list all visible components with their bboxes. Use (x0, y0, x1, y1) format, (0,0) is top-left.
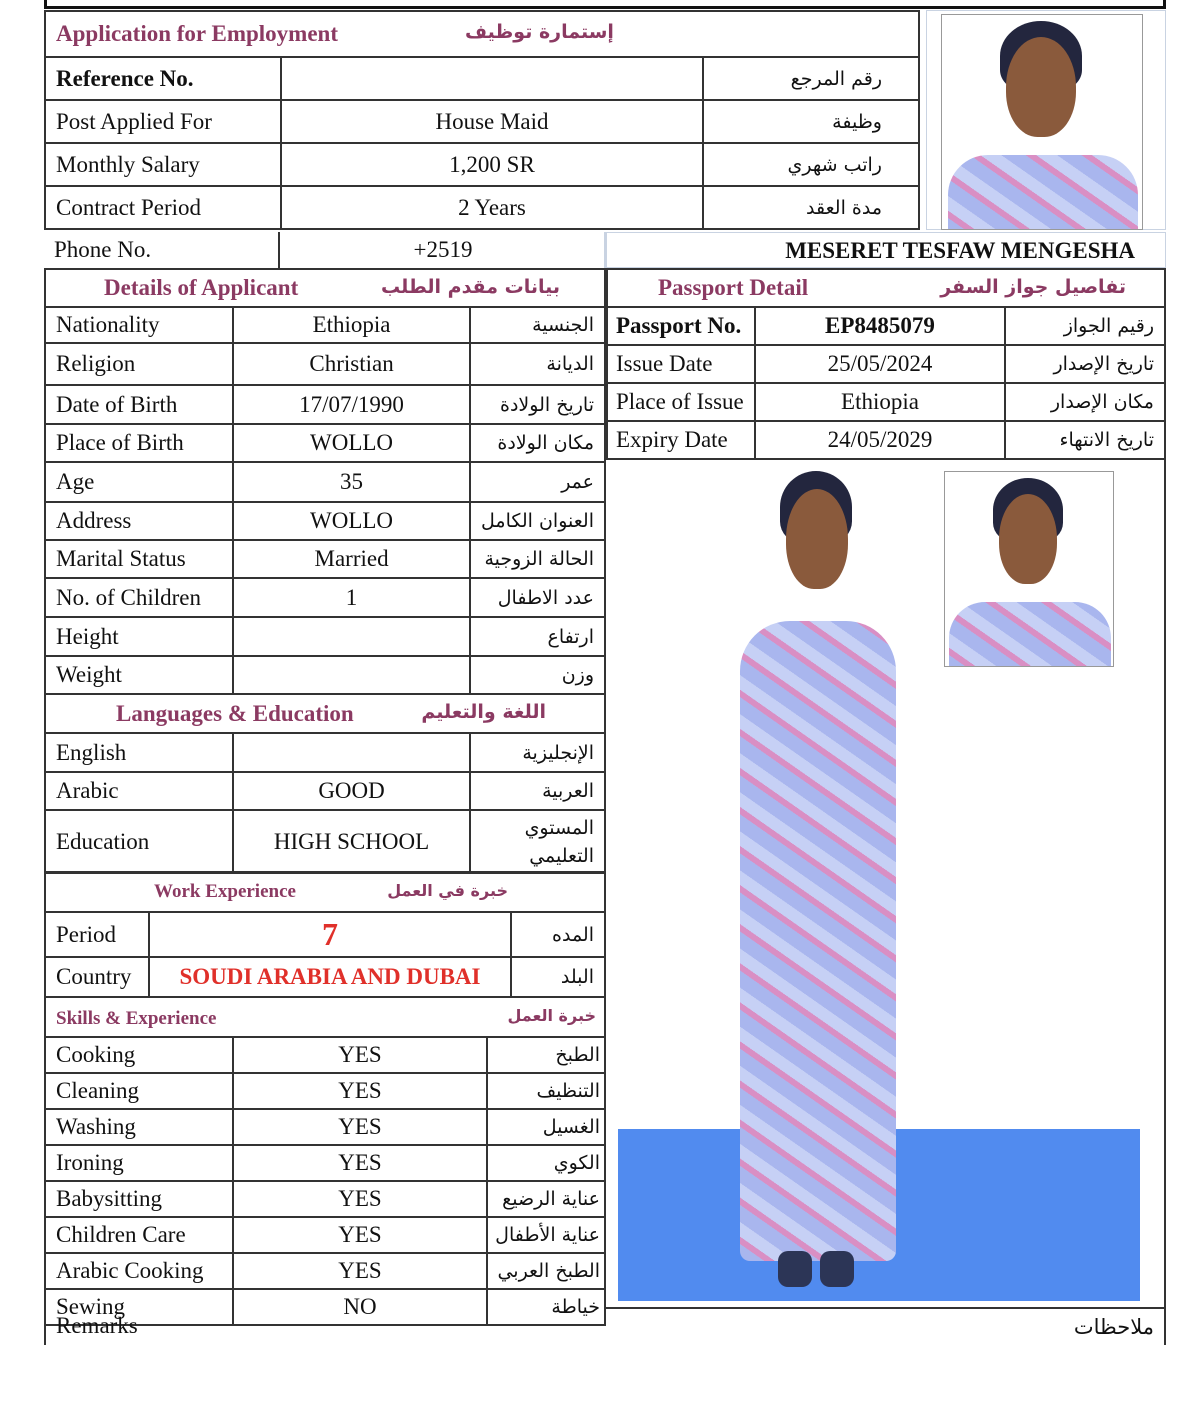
row-value: 1 (233, 578, 469, 617)
country-value: SOUDI ARABIA AND DUBAI (149, 957, 511, 997)
place-of-issue-label-ar: مكان الإصدار (1005, 383, 1165, 421)
skill-value: YES (233, 1217, 487, 1253)
row-label: Weight (45, 656, 233, 694)
skills-title-en: Skills & Experience (56, 1008, 217, 1029)
headshot-photo (941, 14, 1143, 230)
headshot-frame (926, 10, 1166, 230)
row-label-ar: الإنجليزية (470, 733, 605, 772)
period-label: Period (45, 912, 149, 957)
skills-title-ar: خبرة العمل (507, 1006, 596, 1025)
salary-label-ar: راتب شهري (703, 143, 919, 186)
place-of-issue-value: Ethiopia (755, 383, 1005, 421)
row-label-ar: العربية (470, 772, 605, 810)
table-row (45, 143, 919, 186)
table-row (45, 957, 605, 997)
table-row (45, 1037, 605, 1073)
skill-label-ar: عناية الأطفال (487, 1217, 605, 1253)
application-title-ar: إستمارة توظيف (465, 21, 614, 43)
contract-value: 2 Years (281, 186, 703, 229)
table-row (45, 617, 605, 656)
skill-label-ar: عناية الرضيع (487, 1181, 605, 1217)
skill-value: YES (233, 1181, 487, 1217)
skill-label-ar: خياطة (487, 1289, 605, 1325)
row-label-ar: عدد الاطفال (470, 578, 605, 617)
table-row (45, 656, 605, 694)
table-row (45, 1253, 605, 1289)
passport-no-value: EP8485079 (755, 307, 1005, 345)
row-label: No. of Children (45, 578, 233, 617)
period-value: 7 (149, 912, 511, 957)
expiry-date-label: Expiry Date (607, 421, 755, 459)
row-label: Date of Birth (45, 385, 233, 424)
place-of-issue-label: Place of Issue (607, 383, 755, 421)
skills-header (45, 997, 605, 1037)
row-label-ar: عمر (470, 462, 605, 502)
table-row (45, 1181, 605, 1217)
table-row (45, 385, 605, 424)
top-border (44, 0, 1166, 9)
passport-no-label-ar: رقيم الجواز (1005, 307, 1165, 345)
row-label-ar: الجنسية (470, 307, 605, 343)
languages-title-ar: اللغة والتعليم (421, 701, 546, 723)
applicant-name: MESERET TESFAW MENGESHA (606, 232, 1166, 268)
row-label: Religion (45, 343, 233, 385)
application-header-table (44, 10, 920, 230)
table-row (45, 462, 605, 502)
skill-value: YES (233, 1253, 487, 1289)
row-label-ar: العنوان الكامل (470, 502, 605, 540)
languages-header (45, 694, 605, 733)
languages-title-en: Languages & Education (116, 700, 354, 726)
skill-label-ar: الطبخ (487, 1037, 605, 1073)
application-title-cell (45, 11, 919, 57)
issue-date-label: Issue Date (607, 345, 755, 383)
phone-value: +2519 (413, 237, 473, 262)
remarks-row (44, 1309, 1166, 1345)
row-value: 17/07/1990 (233, 385, 469, 424)
skill-label: Cleaning (45, 1073, 233, 1109)
row-label-ar: المستوي التعليمي (470, 810, 605, 873)
skill-value: YES (233, 1145, 487, 1181)
passport-table (606, 268, 1166, 460)
row-value: HIGH SCHOOL (233, 810, 469, 873)
post-label-ar: وظيفة (703, 100, 919, 143)
row-label-ar: تاريخ الولادة (470, 385, 605, 424)
passport-header (607, 269, 1165, 307)
application-title-en: Application for Employment (56, 21, 338, 46)
issue-date-value: 25/05/2024 (755, 345, 1005, 383)
work-table (44, 871, 606, 1038)
skill-label: Babysitting (45, 1181, 233, 1217)
table-row (45, 57, 919, 100)
table-row (45, 424, 605, 462)
row-label-ar: الديانة (470, 343, 605, 385)
table-row (607, 421, 1165, 459)
row-value: Married (233, 540, 469, 578)
row-label: Address (45, 502, 233, 540)
details-title-en: Details of Applicant (104, 275, 299, 300)
skill-label-ar: الطبخ العربي (487, 1253, 605, 1289)
table-row (45, 100, 919, 143)
skill-label: Washing (45, 1109, 233, 1145)
full-body-photo (726, 471, 906, 1291)
work-title-en: Work Experience (154, 881, 296, 902)
table-row (45, 1217, 605, 1253)
table-row (607, 307, 1165, 345)
row-label: English (45, 733, 233, 772)
table-row (45, 540, 605, 578)
reference-label: Reference No. (45, 57, 281, 100)
table-row (45, 912, 605, 957)
skill-label: Arabic Cooking (45, 1253, 233, 1289)
contract-label: Contract Period (45, 186, 281, 229)
issue-date-label-ar: تاريخ الإصدار (1005, 345, 1165, 383)
row-label: Place of Birth (45, 424, 233, 462)
passport-photo (944, 471, 1114, 667)
skill-label: Cooking (45, 1037, 233, 1073)
skill-value: YES (233, 1073, 487, 1109)
salary-label: Monthly Salary (45, 143, 281, 186)
table-row (45, 733, 605, 772)
row-label-ar: وزن (470, 656, 605, 694)
table-row (45, 1145, 605, 1181)
country-label-ar: البلد (511, 957, 605, 997)
row-label-ar: ارتفاع (470, 617, 605, 656)
reference-label-ar: رقم المرجع (703, 57, 919, 100)
phone-label: Phone No. (44, 232, 280, 268)
skill-value: YES (233, 1037, 487, 1073)
table-row (45, 186, 919, 229)
details-header (45, 269, 605, 307)
table-row (45, 1109, 605, 1145)
table-row (45, 502, 605, 540)
work-title-ar: خبرة في العمل (387, 881, 508, 900)
post-value: House Maid (281, 100, 703, 143)
skill-label-ar: الكوي (487, 1145, 605, 1181)
passport-title-ar: تفاصيل جواز السفر (940, 276, 1126, 298)
expiry-date-label-ar: تاريخ الانتهاء (1005, 421, 1165, 459)
details-title-ar: بيانات مقدم الطلب (381, 276, 560, 298)
row-label: Marital Status (45, 540, 233, 578)
row-label: Age (45, 462, 233, 502)
row-value: Christian (233, 343, 469, 385)
row-value: 35 (233, 462, 469, 502)
row-value (233, 733, 469, 772)
table-row (45, 578, 605, 617)
table-row (45, 772, 605, 810)
row-label: Nationality (45, 307, 233, 343)
row-label-ar: الحالة الزوجية (470, 540, 605, 578)
row-value: WOLLO (233, 424, 469, 462)
table-row (607, 383, 1165, 421)
salary-value: 1,200 SR (281, 143, 703, 186)
work-header (45, 872, 605, 912)
skill-label-ar: الغسيل (487, 1109, 605, 1145)
row-value: Ethiopia (233, 307, 469, 343)
row-label: Education (45, 810, 233, 873)
table-row (45, 1073, 605, 1109)
phone-row (44, 232, 606, 268)
skill-label: Sewing (45, 1289, 233, 1325)
skill-label: Children Care (45, 1217, 233, 1253)
table-row (45, 307, 605, 343)
skill-value: NO (233, 1289, 487, 1325)
passport-no-label: Passport No. (607, 307, 755, 345)
skills-table (44, 1036, 606, 1326)
row-label: Arabic (45, 772, 233, 810)
country-label: Country (45, 957, 149, 997)
expiry-date-value: 24/05/2029 (755, 421, 1005, 459)
post-label: Post Applied For (45, 100, 281, 143)
row-value (233, 656, 469, 694)
details-table (44, 268, 606, 874)
period-label-ar: المده (511, 912, 605, 957)
row-value: WOLLO (233, 502, 469, 540)
table-row (45, 810, 605, 873)
skill-value: YES (233, 1109, 487, 1145)
skill-label: Ironing (45, 1145, 233, 1181)
row-label-ar: مكان الولادة (470, 424, 605, 462)
contract-label-ar: مدة العقد (703, 186, 919, 229)
skill-label-ar: التنظيف (487, 1073, 605, 1109)
remarks-label: Remarks (56, 1313, 138, 1338)
table-row (607, 345, 1165, 383)
row-value: GOOD (233, 772, 469, 810)
row-value (233, 617, 469, 656)
remarks-label-ar: ملاحظات (1073, 1315, 1154, 1339)
table-row (45, 343, 605, 385)
full-body-photo-panel (606, 459, 1166, 1309)
row-label: Height (45, 617, 233, 656)
reference-value (281, 57, 703, 100)
passport-title-en: Passport Detail (658, 275, 809, 300)
